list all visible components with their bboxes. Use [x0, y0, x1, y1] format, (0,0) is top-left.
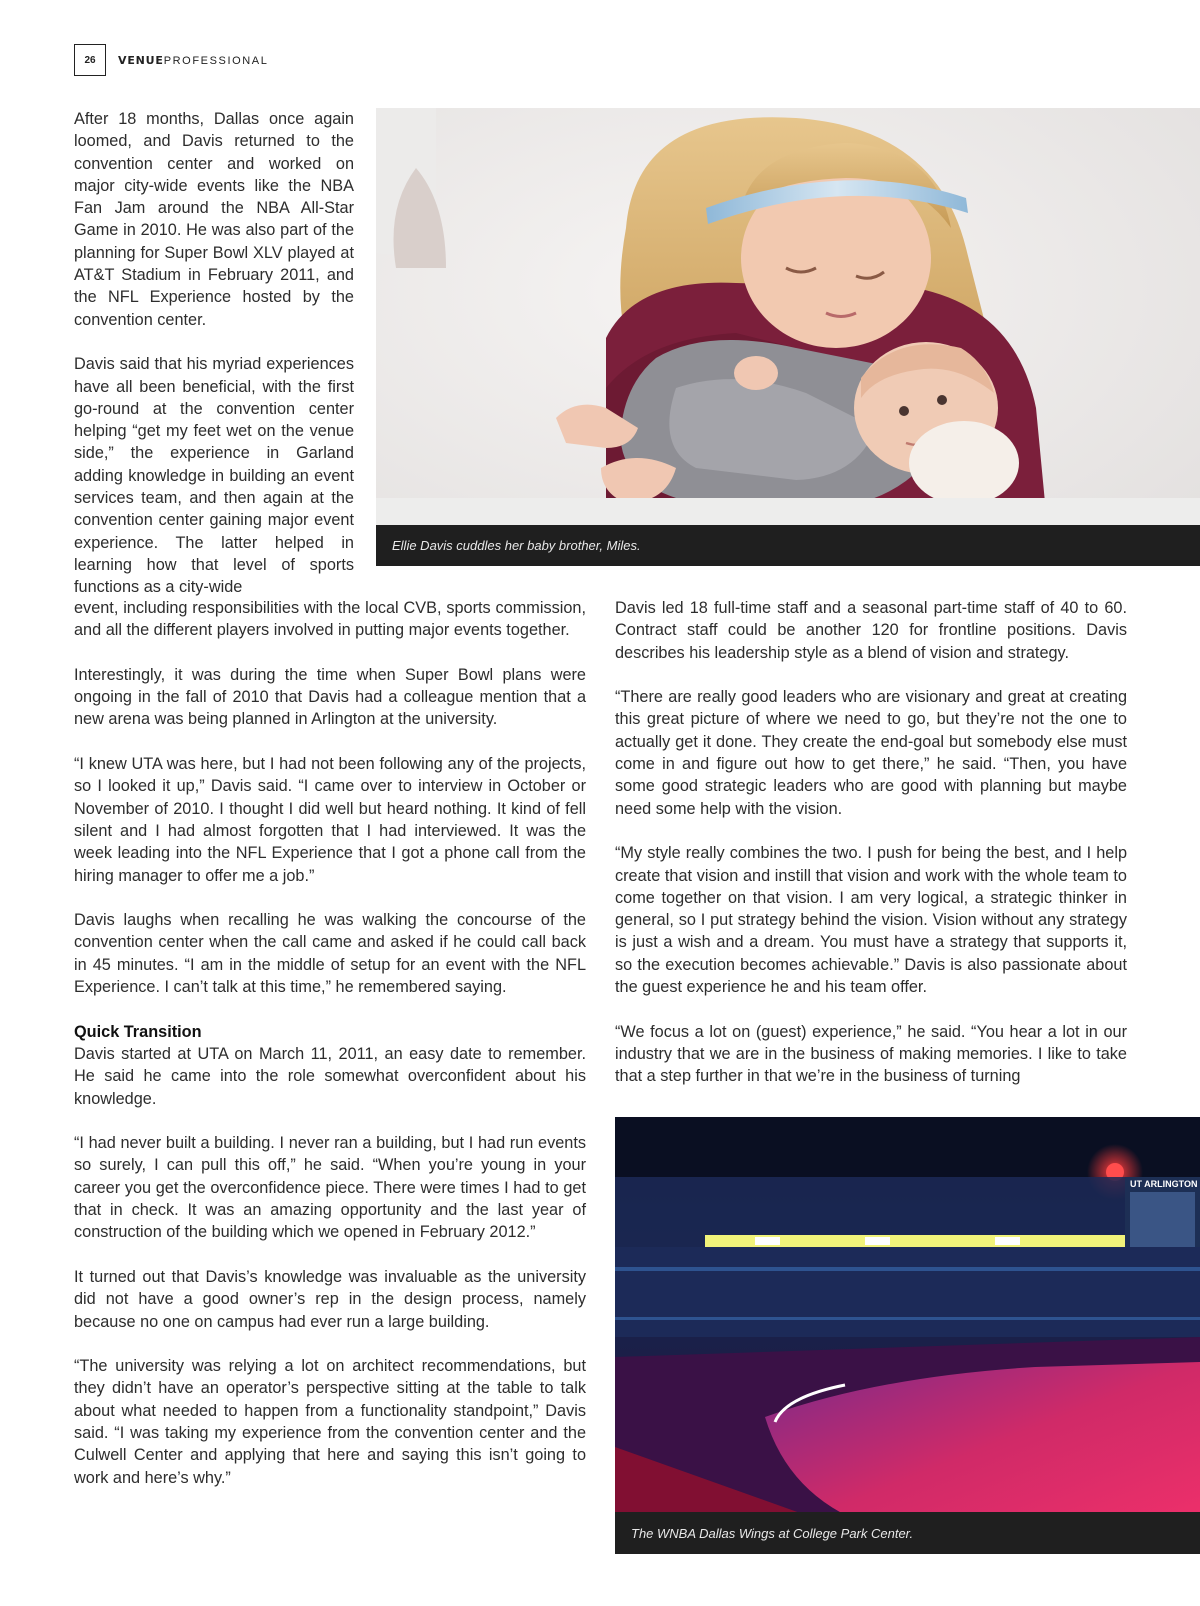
paragraph: Davis said that his myriad experiences have all been beneficial, with the first go-round at the convention center helping “get my feet wet on the venue side,” the experience in Garland adding knowledge in building an event services team, and then again at the convention center gaining major event experience. The latter helped in learning how that level of sports functions as a city-wide	[74, 355, 354, 597]
article-left-wide	[74, 597, 586, 1489]
paragraph: event, including responsibilities with the local CVB, sports commission, and all the different players involved in putting major events together.	[74, 599, 586, 640]
paragraph: “My style really combines the two. I push for being the best, and I help create that vision and instill that vision and work with the whole team to come together on that vision. I am very logical, a strategic thinker in general, so I put strategy behind the vision. Vision without any strategy is just a wish and a dream. You must have a strategy that supports it, so the execution becomes achievable.” Davis is also passionate about the guest experience he and his team offer.	[615, 844, 1127, 997]
article-left-narrow	[74, 108, 354, 599]
scoreboard-text: UT ARLINGTON	[1130, 1179, 1198, 1189]
quick-transition-section	[74, 1021, 586, 1110]
masthead-brand-bold: VENUE	[118, 54, 164, 67]
paragraph: “There are really good leaders who are visionary and great at creating this great picture of where we need to go, but they’re not the one to actually get it done. They create the end-goal but somebody else must come in and figure out how to get there,” he said. “Then, you have some good strategic leaders who are good with planning but maybe need some help with the vision.	[615, 688, 1127, 818]
article-right	[615, 597, 1127, 1088]
paragraph: “The university was relying a lot on architect recommendations, but they didn’t have an operator’s perspective sitting at the table to talk about what needed to happen from a functionality standpoint,” Davis said. “I was taking my experience from the convention center and the Culwell Center and applying that here and saying this isn’t going to work and here’s why.”	[74, 1357, 586, 1487]
masthead-brand-light: PROFESSIONAL	[163, 55, 269, 67]
paragraph: “I knew UTA was here, but I had not been following any of the projects, so I looked it up,” Davis said. “I came over to interview in October or November of 2010. I thought I did well but heard nothing. It kind of fell silent and I had almost forgotten that I had interviewed. It was the week leading into the NFL Experience that I got a phone call from the hiring manager to offer me a job.”	[74, 755, 586, 885]
paragraph: “I had never built a building. I never ran a building, but I had run events so surely, I can pull this off,” he said. “When you’re young in your career you get the overconfidence piece. There were times I had to get that in check. It was an amazing opportunity and the last year of construction of the building which we opened in February 2012.”	[74, 1134, 586, 1242]
paragraph: Davis laughs when recalling he was walking the concourse of the convention center when the call came and asked if he could call back in 45 minutes. “I am in the middle of setup for an event with the NFL Experience. I can’t talk at this time,” he remembered saying.	[74, 911, 586, 997]
photo-bottom	[615, 1117, 1200, 1554]
masthead	[118, 54, 268, 67]
paragraph: It turned out that Davis’s knowledge was invaluable as the university did not have a good owner’s rep in the design process, namely because no one on campus had ever run a large building.	[74, 1267, 586, 1331]
paragraph: After 18 months, Dallas once again loomed, and Davis returned to the convention center and worked on major city-wide events like the NBA Fan Jam around the NBA All-Star Game in 2010. He was also part of the planning for Super Bowl XLV played at AT&T Stadium in February 2011, and the NFL Experience hosted by the convention center.	[74, 110, 354, 329]
arena-photo-illustration	[615, 1117, 1200, 1554]
page-number: 26	[74, 44, 106, 76]
paragraph: Interestingly, it was during the time when Super Bowl plans were ongoing in the fall of 2010 that Davis had a colleague mention that a new arena was being planned in Arlington at the university.	[74, 665, 586, 729]
paragraph: “We focus a lot on (guest) experience,” he said. “You hear a lot in our industry that we are in the business of making memories. I like to take that a step further in that we’re in the business of turning	[615, 1022, 1127, 1086]
subheading: Quick Transition	[74, 1022, 202, 1041]
paragraph: Davis led 18 full-time staff and a seasonal part-time staff of 40 to 60. Contract staff could be another 120 for frontline positions. Davis describes his leadership style as a blend of vision and strategy.	[615, 599, 1127, 662]
photo-top	[376, 108, 1200, 566]
children-photo-illustration	[376, 108, 1200, 566]
photo-top-caption: Ellie Davis cuddles her baby brother, Miles.	[376, 525, 1200, 566]
photo-bottom-caption: The WNBA Dallas Wings at College Park Center.	[615, 1512, 1200, 1554]
paragraph: Davis started at UTA on March 11, 2011, an easy date to remember. He said he came into the role somewhat overconfident about his knowledge.	[74, 1044, 586, 1108]
